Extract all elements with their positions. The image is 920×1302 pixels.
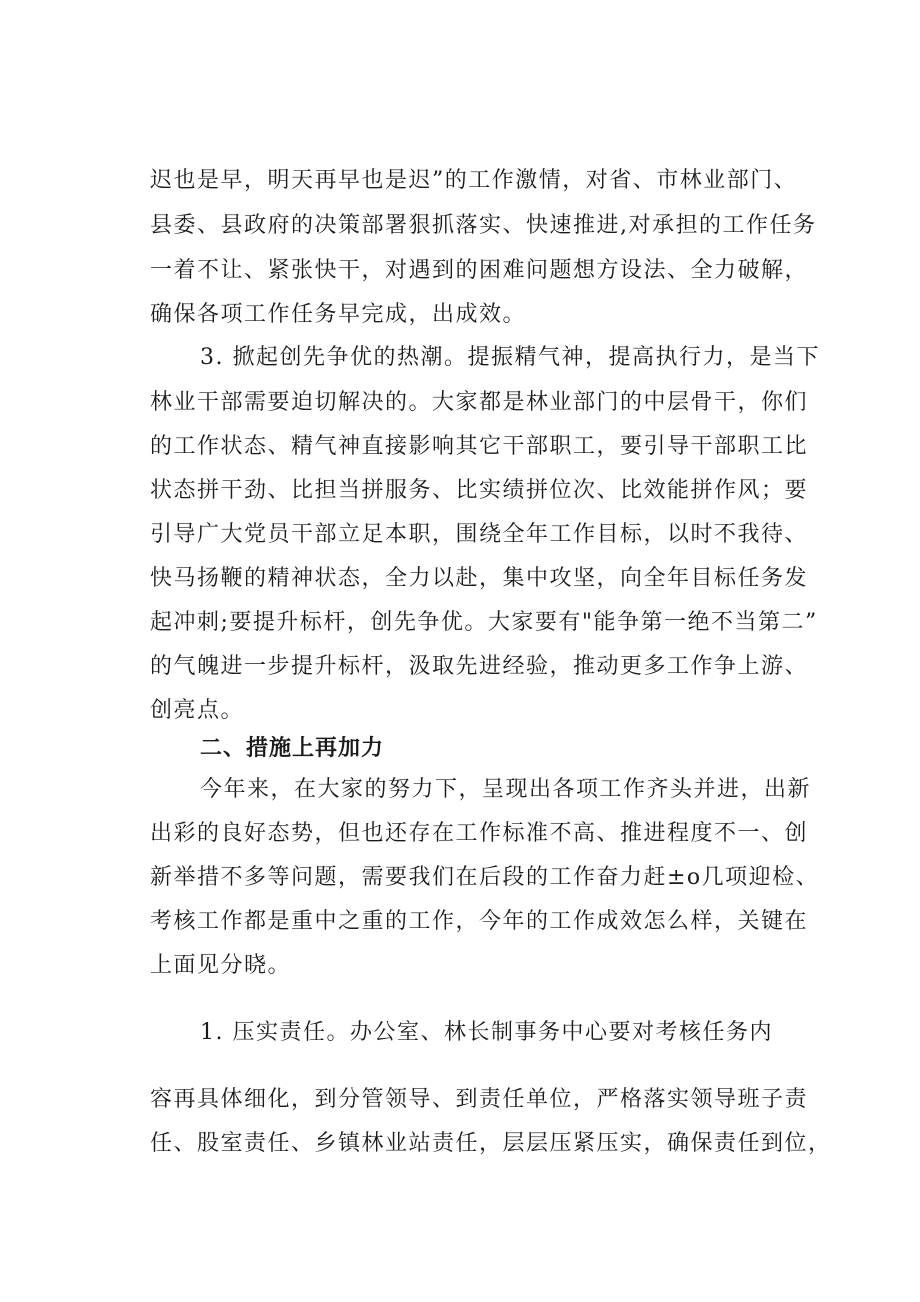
text-line: 状态拼干劲、比担当拼服务、比实绩拼位次、比效能拼作风；要 <box>150 478 809 503</box>
text-line: 起冲刺;要提升标杆，创先争优。大家要有"能争第一绝不当第二” <box>150 610 818 635</box>
text-line: 的工作状态、精气神直接影响其它干部职工，要引导干部职工比 <box>150 434 809 459</box>
text-line: 1. 压实责任。办公室、林长制事务中心要对考核任务内 <box>200 1020 773 1045</box>
text-line: 快马扬鞭的精神状态，全力以赴，集中攻坚，向全年目标任务发 <box>150 566 809 591</box>
text-line: 林业干部需要迫切解决的。大家都是林业部门的中层骨干，你们 <box>150 390 809 415</box>
text-line: 的气魄进一步提升标杆，汲取先进经验，推动更多工作争上游、 <box>150 654 809 679</box>
text-line: 今年来，在大家的努力下，呈现出各项工作齐头并进，出新 <box>200 777 812 802</box>
text-line: 上面见分晓。 <box>150 953 292 978</box>
text-line: 创亮点。 <box>150 698 245 723</box>
text-line: 3. 掀起创先争优的热潮。提振精气神，提高执行力，是当下 <box>200 345 820 370</box>
text-line: 确保各项工作任务早完成，出成效。 <box>150 302 527 327</box>
text-line: 县委、县政府的决策部署狠抓落实、快速推进,对承担的工作任务 <box>150 213 817 238</box>
text-line: 容再具体细化，到分管领导、到责任单位，严格落实领导班子责 <box>150 1087 809 1112</box>
text-line: 迟也是早，明天再早也是迟”的工作激情，对省、市林业部门、 <box>150 168 798 193</box>
text-line: 引导广大党员干部立足本职，围绕全年工作目标，以时不我待、 <box>150 522 809 547</box>
text-line: 出彩的良好态势，但也还存在工作标准不高、推进程度不一、创 <box>150 821 809 846</box>
section-heading: 二、措施上再加力 <box>200 736 385 761</box>
text-line: 一着不让、紧张快干，对遇到的困难问题想方设法、全力破解， <box>150 258 809 283</box>
text-line: 任、股室责任、乡镇林业站责任，层层压紧压实，确保责任到位， <box>150 1131 832 1156</box>
text-line: 新举措不多等问题，需要我们在后段的工作奋力赶±o几项迎检、 <box>150 865 820 890</box>
text-line: 考核工作都是重中之重的工作，今年的工作成效怎么样，关键在 <box>150 909 809 934</box>
